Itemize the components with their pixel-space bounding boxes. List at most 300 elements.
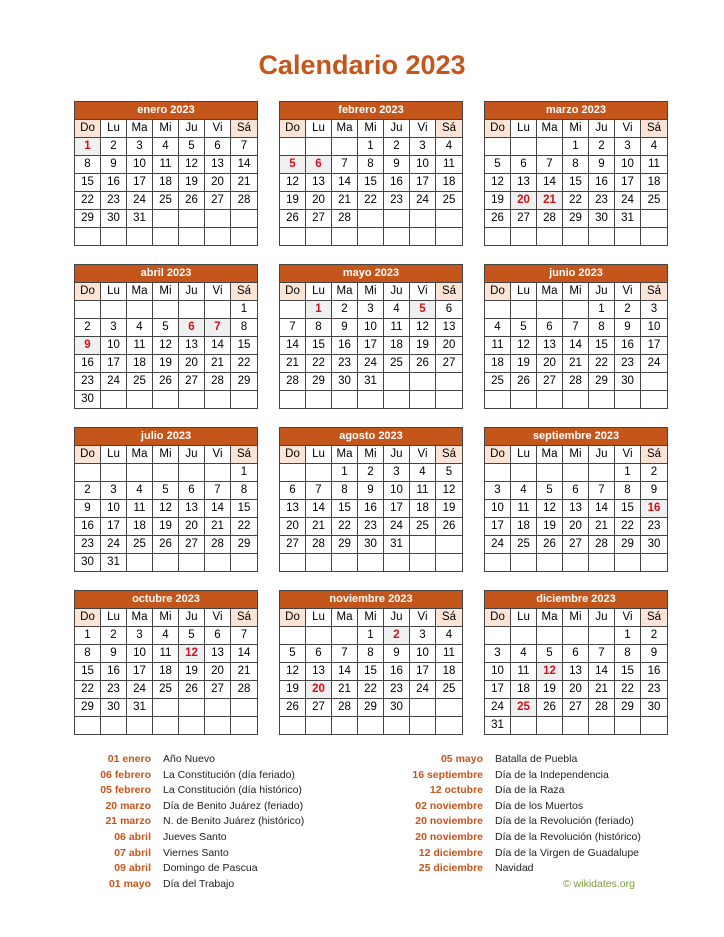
empty-cell [205, 699, 231, 716]
day-cell: 29 [358, 699, 384, 716]
day-cell: 19 [537, 681, 563, 698]
empty-cell [75, 301, 101, 318]
empty-cell [358, 717, 384, 734]
weekday-header: Vi [615, 283, 641, 300]
day-cell: 4 [485, 319, 511, 336]
day-cell: 28 [306, 536, 332, 553]
week-row [75, 482, 257, 500]
week-row [75, 355, 257, 373]
empty-cell [280, 391, 306, 408]
day-cell: 13 [306, 663, 332, 680]
day-cell: 3 [101, 319, 127, 336]
day-cell: 22 [306, 355, 332, 372]
day-cell: 30 [332, 373, 358, 390]
empty-cell [306, 627, 332, 644]
week-row [280, 210, 462, 228]
holiday-name: Domingo de Pascua [163, 862, 258, 875]
day-cell: 31 [384, 536, 410, 553]
empty-cell [563, 391, 589, 408]
credit-link[interactable]: © wikidates.org [563, 878, 635, 890]
day-cell: 28 [332, 210, 358, 227]
day-cell: 13 [179, 337, 205, 354]
day-cell: 12 [511, 337, 537, 354]
day-cell: 6 [563, 645, 589, 662]
holiday-date: 01 mayo [108, 877, 151, 890]
day-cell: 12 [179, 645, 205, 662]
empty-cell [511, 554, 537, 571]
day-cell: 13 [205, 645, 231, 662]
weekday-header: Lu [511, 283, 537, 300]
day-cell: 9 [75, 500, 101, 517]
holiday-name: La Constitución (día feriado) [163, 768, 295, 781]
day-cell: 22 [615, 518, 641, 535]
day-cell: 26 [280, 699, 306, 716]
day-cell: 18 [511, 681, 537, 698]
week-row [485, 554, 667, 571]
empty-cell [153, 391, 179, 408]
day-cell: 30 [647, 701, 661, 713]
day-cell: 4 [127, 319, 153, 336]
day-cell: 31 [485, 717, 511, 734]
day-cell: 16 [589, 174, 615, 191]
week-row [280, 554, 462, 571]
holiday-date: 20 noviembre [415, 815, 483, 828]
day-cell: 22 [358, 681, 384, 698]
day-cell: 27 [280, 536, 306, 553]
day-cell: 25 [153, 192, 179, 209]
day-cell: 27 [306, 210, 332, 227]
day-cell: 24 [384, 518, 410, 535]
week-row [485, 627, 667, 645]
weekday-header: Sá [436, 446, 462, 463]
weekday-header: Sá [436, 120, 462, 137]
day-cell: 18 [153, 663, 179, 680]
weekday-header: Ma [127, 120, 153, 137]
day-cell: 20 [306, 192, 332, 209]
day-cell: 29 [332, 536, 358, 553]
month-table [484, 427, 668, 572]
holiday-item [73, 799, 304, 815]
day-cell: 18 [511, 518, 537, 535]
day-cell: 31 [101, 554, 127, 571]
week-row [75, 500, 257, 518]
empty-cell [306, 554, 332, 571]
day-cell: 4 [511, 482, 537, 499]
day-cell: 23 [75, 373, 101, 390]
weekday-header: Ma [332, 120, 358, 137]
day-cell: 9 [615, 319, 641, 336]
empty-cell [179, 210, 205, 227]
day-cell: 18 [442, 176, 456, 188]
day-cell: 28 [589, 536, 615, 553]
empty-cell [179, 717, 205, 734]
week-row [485, 301, 667, 319]
month-title: febrero 2023 [280, 102, 462, 120]
week-row [485, 210, 667, 228]
day-cell: 24 [358, 355, 384, 372]
week-row [280, 627, 462, 645]
week-row [75, 518, 257, 536]
weekday-header: Sá [641, 446, 667, 463]
month-table [74, 590, 258, 735]
empty-cell [127, 464, 153, 481]
day-cell: 29 [615, 699, 641, 716]
day-cell: 4 [410, 464, 436, 481]
weekday-header: Vi [410, 446, 436, 463]
day-cell: 12 [442, 484, 456, 496]
day-cell: 26 [537, 536, 563, 553]
day-cell: 27 [179, 373, 205, 390]
weekday-header: Lu [306, 120, 332, 137]
weekday-header: Lu [306, 446, 332, 463]
empty-cell [179, 699, 205, 716]
month-table [484, 101, 668, 246]
weekday-header: Vi [205, 120, 231, 137]
day-cell: 5 [410, 301, 436, 318]
weekday-header: Lu [101, 609, 127, 626]
holiday-date: 09 abril [114, 862, 151, 875]
weekday-header: Ma [537, 446, 563, 463]
holiday-name: Año Nuevo [163, 753, 215, 765]
month-title: septiembre 2023 [485, 428, 667, 446]
weekday-header: Lu [511, 446, 537, 463]
day-cell: 20 [563, 518, 589, 535]
day-cell: 21 [205, 518, 231, 535]
holiday-item [73, 846, 304, 862]
empty-cell [179, 391, 205, 408]
weekday-header: Sá [231, 283, 257, 300]
weekday-header: Vi [205, 446, 231, 463]
week-row [75, 192, 257, 210]
month-title: enero 2023 [75, 102, 257, 120]
empty-cell [127, 228, 153, 245]
weekday-header: Ma [332, 609, 358, 626]
weekday-header: Mi [358, 283, 384, 300]
empty-cell [306, 138, 332, 155]
day-cell: 12 [537, 663, 563, 680]
empty-cell [563, 464, 589, 481]
day-cell: 30 [101, 210, 127, 227]
empty-cell [511, 717, 537, 734]
empty-cell [615, 554, 641, 571]
holiday-item [335, 861, 641, 877]
week-row [75, 319, 257, 337]
empty-cell [589, 464, 615, 481]
weekday-header: Ma [127, 283, 153, 300]
week-row [485, 518, 667, 536]
empty-cell [179, 554, 205, 571]
day-cell: 28 [237, 683, 251, 695]
day-cell: 31 [127, 699, 153, 716]
day-cell: 13 [442, 321, 456, 333]
day-cell: 29 [615, 536, 641, 553]
empty-cell [589, 554, 615, 571]
weekday-header: Lu [511, 609, 537, 626]
day-cell: 23 [615, 355, 641, 372]
empty-cell [410, 228, 436, 245]
day-cell: 15 [358, 174, 384, 191]
day-cell: 10 [615, 156, 641, 173]
weekday-header: Do [75, 120, 101, 137]
day-cell: 17 [410, 663, 436, 680]
holiday-date: 06 febrero [100, 768, 151, 781]
day-cell: 19 [537, 518, 563, 535]
empty-cell [205, 717, 231, 734]
weekday-header: Vi [205, 283, 231, 300]
day-cell: 14 [205, 500, 231, 517]
day-cell: 14 [237, 158, 251, 170]
empty-cell [563, 554, 589, 571]
day-cell: 5 [153, 319, 179, 336]
empty-cell [127, 717, 153, 734]
day-cell: 14 [237, 647, 251, 659]
day-cell: 17 [127, 174, 153, 191]
day-cell: 17 [358, 337, 384, 354]
empty-cell [641, 391, 667, 408]
holiday-name: Día de Benito Juárez (feriado) [163, 799, 304, 812]
day-cell: 15 [237, 502, 251, 514]
empty-cell [101, 717, 127, 734]
day-cell: 7 [240, 629, 248, 641]
empty-cell [537, 554, 563, 571]
week-row [280, 681, 462, 699]
day-cell: 27 [179, 536, 205, 553]
day-cell: 31 [127, 210, 153, 227]
day-cell: 19 [442, 502, 456, 514]
empty-cell [511, 138, 537, 155]
empty-cell [231, 228, 257, 245]
weekday-header: Ma [332, 446, 358, 463]
day-cell: 16 [101, 174, 127, 191]
empty-cell [641, 373, 667, 390]
day-cell: 23 [384, 192, 410, 209]
weekday-header: Ju [384, 609, 410, 626]
empty-cell [153, 210, 179, 227]
day-cell: 6 [563, 482, 589, 499]
day-cell: 18 [410, 500, 436, 517]
day-cell: 11 [648, 158, 660, 170]
holiday-name: Día de los Muertos [495, 799, 584, 812]
weekday-header: Do [280, 283, 306, 300]
day-cell: 12 [153, 337, 179, 354]
weekday-header: Do [75, 446, 101, 463]
empty-cell [436, 391, 462, 408]
day-cell: 20 [205, 663, 231, 680]
empty-cell [410, 717, 436, 734]
weekday-header: Do [280, 609, 306, 626]
day-cell: 27 [563, 536, 589, 553]
day-cell: 28 [589, 699, 615, 716]
day-cell: 9 [384, 645, 410, 662]
day-cell: 25 [384, 355, 410, 372]
week-row [280, 373, 462, 391]
day-cell: 7 [589, 482, 615, 499]
holiday-name: Día de la Revolución (histórico) [495, 830, 641, 843]
day-cell: 19 [485, 192, 511, 209]
day-cell: 30 [615, 373, 641, 390]
day-cell: 10 [647, 321, 661, 333]
day-cell: 4 [445, 629, 453, 641]
empty-cell [615, 228, 641, 245]
day-cell: 4 [511, 645, 537, 662]
empty-cell [641, 228, 667, 245]
holiday-date: 20 noviembre [415, 830, 483, 843]
weekday-header: Sá [231, 446, 257, 463]
day-cell: 19 [179, 174, 205, 191]
day-cell: 15 [615, 500, 641, 517]
empty-cell [589, 717, 615, 734]
day-cell: 5 [153, 482, 179, 499]
weekday-header: Ju [384, 120, 410, 137]
weekday-header: Lu [101, 446, 127, 463]
empty-cell [280, 301, 306, 318]
holiday-date: 07 abril [114, 846, 151, 859]
holiday-item [73, 752, 304, 768]
day-cell: 22 [563, 192, 589, 209]
day-cell: 17 [615, 174, 641, 191]
empty-cell [358, 210, 384, 227]
day-cell: 7 [589, 645, 615, 662]
day-cell: 8 [615, 482, 641, 499]
day-cell: 10 [358, 319, 384, 336]
day-cell: 10 [101, 500, 127, 517]
empty-cell [101, 464, 127, 481]
week-row [485, 174, 667, 192]
day-cell: 11 [153, 156, 179, 173]
day-cell: 22 [237, 520, 251, 532]
day-cell: 23 [101, 192, 127, 209]
month-table [74, 427, 258, 572]
day-cell: 25 [153, 681, 179, 698]
weekday-header: Mi [358, 609, 384, 626]
empty-cell [384, 717, 410, 734]
day-cell: 8 [358, 645, 384, 662]
day-cell: 13 [306, 174, 332, 191]
empty-cell [205, 210, 231, 227]
day-cell: 22 [237, 357, 251, 369]
day-cell: 19 [410, 337, 436, 354]
weekday-header: Vi [615, 120, 641, 137]
day-cell: 16 [647, 665, 661, 677]
day-cell: 24 [101, 373, 127, 390]
day-cell: 18 [485, 355, 511, 372]
empty-cell [537, 301, 563, 318]
day-cell: 8 [358, 156, 384, 173]
day-cell: 11 [511, 663, 537, 680]
empty-cell [205, 301, 231, 318]
empty-cell [101, 228, 127, 245]
day-cell: 19 [153, 518, 179, 535]
day-cell: 13 [205, 156, 231, 173]
day-cell: 12 [410, 319, 436, 336]
empty-cell [537, 627, 563, 644]
day-cell: 25 [485, 373, 511, 390]
day-cell: 7 [332, 156, 358, 173]
week-row [75, 174, 257, 192]
weekday-header: Ju [179, 120, 205, 137]
month-title: marzo 2023 [485, 102, 667, 120]
empty-cell [205, 228, 231, 245]
holiday-date: 02 noviembre [415, 799, 483, 812]
weekday-header: Vi [410, 283, 436, 300]
day-cell: 6 [205, 138, 231, 155]
holiday-name: Día de la Raza [495, 784, 565, 797]
day-cell: 21 [280, 355, 306, 372]
day-cell: 10 [485, 500, 511, 517]
holiday-item [335, 768, 641, 784]
day-cell: 4 [153, 627, 179, 644]
day-cell: 11 [485, 337, 511, 354]
day-cell: 28 [205, 373, 231, 390]
empty-cell [563, 301, 589, 318]
day-cell: 16 [615, 337, 641, 354]
holiday-item [335, 830, 641, 846]
day-cell: 27 [205, 681, 231, 698]
day-cell: 20 [179, 518, 205, 535]
weekday-header: Ju [179, 446, 205, 463]
day-cell: 28 [205, 536, 231, 553]
weekday-header: Lu [511, 120, 537, 137]
day-cell: 1 [75, 627, 101, 644]
day-cell: 18 [127, 518, 153, 535]
day-cell: 27 [306, 699, 332, 716]
empty-cell [358, 228, 384, 245]
day-cell: 27 [205, 192, 231, 209]
holiday-date: 20 marzo [105, 799, 151, 812]
weekday-header: Ma [332, 283, 358, 300]
empty-cell [231, 717, 257, 734]
holiday-date: 06 abril [114, 830, 151, 843]
day-cell: 1 [615, 464, 641, 481]
day-cell: 22 [75, 192, 101, 209]
empty-cell [511, 301, 537, 318]
week-row [75, 138, 257, 156]
empty-cell [306, 228, 332, 245]
day-cell: 25 [511, 536, 537, 553]
day-cell: 25 [511, 699, 537, 716]
week-row [485, 373, 667, 391]
empty-cell [384, 210, 410, 227]
day-cell: 20 [179, 355, 205, 372]
day-cell: 5 [537, 482, 563, 499]
week-row [485, 482, 667, 500]
day-cell: 3 [410, 138, 436, 155]
empty-cell [358, 554, 384, 571]
weekday-header: Sá [231, 609, 257, 626]
weekday-header: Sá [641, 283, 667, 300]
holiday-date: 12 diciembre [418, 846, 483, 859]
day-cell: 5 [511, 319, 537, 336]
holiday-item [73, 861, 304, 877]
week-row [280, 391, 462, 408]
day-cell: 26 [537, 699, 563, 716]
empty-cell [75, 717, 101, 734]
day-cell: 11 [127, 337, 153, 354]
week-row [485, 681, 667, 699]
empty-cell [537, 464, 563, 481]
day-cell: 26 [280, 210, 306, 227]
day-cell: 9 [384, 156, 410, 173]
empty-cell [485, 464, 511, 481]
day-cell: 30 [589, 210, 615, 227]
weekday-header: Vi [410, 120, 436, 137]
day-cell: 21 [589, 518, 615, 535]
day-cell: 30 [647, 538, 661, 550]
day-cell: 6 [205, 627, 231, 644]
month-table [279, 590, 463, 735]
day-cell: 24 [485, 699, 511, 716]
day-cell: 12 [537, 500, 563, 517]
